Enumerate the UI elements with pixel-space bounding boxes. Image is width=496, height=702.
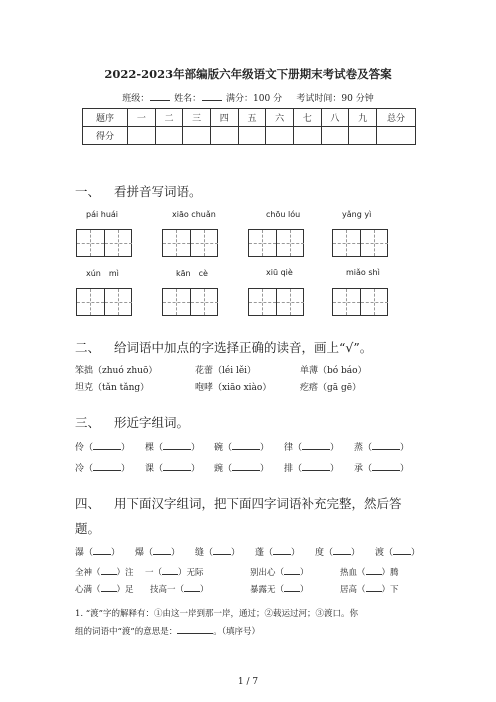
writing-grid[interactable] xyxy=(162,288,218,316)
section-title: 看拼音写词语。 xyxy=(114,184,202,199)
score-header-cell: 三 xyxy=(183,109,211,127)
class-blank[interactable] xyxy=(150,92,170,101)
compose-item: 蓬（ ） xyxy=(255,548,301,558)
idiom-item: 暴露无（ ） xyxy=(250,585,309,595)
answer-blank[interactable] xyxy=(177,625,213,634)
idiom-item: 心满（ ）足 xyxy=(75,585,134,595)
answer-blank[interactable] xyxy=(213,546,231,555)
score-header-cell: 二 xyxy=(155,109,183,127)
score-cell[interactable] xyxy=(377,127,416,145)
idiom-item: 一（ ）无际 xyxy=(145,568,204,578)
idiom-item: 技高一（ ） xyxy=(150,585,209,595)
answer-blank[interactable] xyxy=(153,546,171,555)
answer-blank[interactable] xyxy=(184,583,200,592)
idiom-item: 全神（ ）注 xyxy=(75,568,134,578)
score-header-cell: 一 xyxy=(128,109,156,127)
score-cell[interactable] xyxy=(155,127,183,145)
answer-blank[interactable] xyxy=(93,462,121,471)
pinyin: xiū qiè xyxy=(266,268,293,277)
section-4-heading xyxy=(75,494,402,512)
score-header-cell: 四 xyxy=(210,109,238,127)
exam-info xyxy=(0,91,496,104)
score-cell[interactable] xyxy=(266,127,294,145)
writing-grid[interactable] xyxy=(248,229,304,257)
score-header-cell: 题序 xyxy=(83,109,128,127)
section-2-heading xyxy=(75,338,372,356)
answer-blank[interactable] xyxy=(273,546,291,555)
answer-blank[interactable] xyxy=(93,441,121,450)
section-1-heading xyxy=(75,182,202,200)
reading-option[interactable]: 疙瘩（gā gē） xyxy=(300,383,362,393)
pinyin: xún mì xyxy=(86,269,119,278)
reading-option[interactable]: 单薄（bó báo） xyxy=(300,366,367,376)
pinyin: xiāo chuǎn xyxy=(172,210,216,219)
answer-blank[interactable] xyxy=(163,441,191,450)
score-table xyxy=(82,108,416,145)
writing-grid[interactable] xyxy=(76,229,132,257)
question-1-answer: 组的词语中“渡”的意思是： 。（填序号） xyxy=(75,627,260,637)
answer-blank[interactable] xyxy=(284,566,300,575)
answer-blank[interactable] xyxy=(393,546,411,555)
reading-option[interactable]: 坦克（tǎn tǎng） xyxy=(75,383,150,393)
score-header-cell: 七 xyxy=(293,109,321,127)
section-4-heading-cont: 题。 xyxy=(75,521,101,536)
class-label: 班级： xyxy=(122,94,150,104)
score-cell[interactable] xyxy=(293,127,321,145)
score-cell[interactable] xyxy=(210,127,238,145)
compose-item: 瀑（ ） xyxy=(75,548,121,558)
pinyin: miǎo shì xyxy=(346,268,380,277)
score-cell[interactable] xyxy=(238,127,266,145)
answer-blank[interactable] xyxy=(372,462,400,471)
answer-blank[interactable] xyxy=(302,441,330,450)
answer-blank[interactable] xyxy=(333,546,351,555)
writing-grid[interactable] xyxy=(162,229,218,257)
reading-option[interactable]: 笨拙（zhuó zhuō） xyxy=(75,366,158,376)
writing-grid[interactable] xyxy=(76,288,132,316)
score-row xyxy=(83,127,416,145)
writing-grid[interactable] xyxy=(332,288,388,316)
idiom-item: 别出心（ ） xyxy=(250,568,309,578)
writing-grid[interactable] xyxy=(248,288,304,316)
similar-item: 伶（ ） xyxy=(75,443,131,453)
compose-item: 度（ ） xyxy=(315,548,361,558)
score-header-cell: 总分 xyxy=(377,109,416,127)
score-cell[interactable] xyxy=(321,127,349,145)
section-number: 二、 xyxy=(75,340,101,355)
score-header-cell: 八 xyxy=(321,109,349,127)
score-header-cell: 六 xyxy=(266,109,294,127)
pinyin: yǎng yì xyxy=(342,210,372,219)
idiom-item: 热血（ ）腾 xyxy=(340,568,399,578)
similar-item: 豌（ ） xyxy=(214,464,270,474)
similar-item: 排（ ） xyxy=(284,464,340,474)
similar-item: 承（ ） xyxy=(354,464,410,474)
score-cell[interactable] xyxy=(349,127,377,145)
section-number: 四、 xyxy=(75,496,101,511)
similar-item: 碗（ ） xyxy=(214,443,270,453)
pinyin: chōu lóu xyxy=(266,210,301,219)
score-header-cell: 九 xyxy=(349,109,377,127)
answer-blank[interactable] xyxy=(284,583,300,592)
answer-blank[interactable] xyxy=(302,462,330,471)
answer-blank[interactable] xyxy=(101,566,117,575)
page-number: 1 / 7 xyxy=(237,677,259,687)
exam-time: 考试时间：90 分钟 xyxy=(296,94,374,104)
section-number: 三、 xyxy=(75,415,101,430)
name-blank[interactable] xyxy=(202,92,222,101)
name-label: 姓名： xyxy=(174,94,202,104)
page-title: 2022-2023年部编版六年级语文下册期末考试卷及答案 xyxy=(104,67,392,81)
similar-item: 冷（ ） xyxy=(75,464,131,474)
writing-grid[interactable] xyxy=(332,229,388,257)
answer-blank[interactable] xyxy=(93,546,111,555)
similar-item: 课（ ） xyxy=(145,464,201,474)
similar-item: 棵（ ） xyxy=(145,443,201,453)
reading-option[interactable]: 咆哮（xiāo xiào） xyxy=(195,383,272,393)
reading-option[interactable]: 花蕾（léi lěi） xyxy=(195,366,257,376)
similar-item: 蒸（ ） xyxy=(354,443,410,453)
section-number: 一、 xyxy=(75,184,101,199)
answer-blank[interactable] xyxy=(163,462,191,471)
score-cell[interactable] xyxy=(183,127,211,145)
score-header-cell: 五 xyxy=(238,109,266,127)
full-score: 满分：100 分 xyxy=(226,94,283,104)
section-3-heading xyxy=(75,413,189,431)
compose-item: 渡（ ） xyxy=(375,548,421,558)
similar-item: 律（ ） xyxy=(284,443,340,453)
idiom-item: 居高（ ）下 xyxy=(340,585,399,595)
answer-blank[interactable] xyxy=(366,566,382,575)
answer-blank[interactable] xyxy=(101,583,117,592)
section-title: 给词语中加点的字选择正确的读音，画上“√”。 xyxy=(114,340,373,355)
score-cell[interactable] xyxy=(128,127,156,145)
answer-blank[interactable] xyxy=(232,441,260,450)
compose-item: 缝（ ） xyxy=(195,548,241,558)
section-title: 用下面汉字组词，把下面四字词语补充完整，然后答 xyxy=(114,496,402,511)
compose-item: 爆（ ） xyxy=(135,548,181,558)
pinyin: kān cè xyxy=(176,269,208,278)
score-header-row xyxy=(83,109,416,127)
question-1-text: 1. “渡”字的解释有：①由这一岸到那一岸，通过；②载运过河；③渡口。你 xyxy=(75,609,359,619)
pinyin: pái huái xyxy=(86,210,119,219)
answer-blank[interactable] xyxy=(366,583,382,592)
answer-blank[interactable] xyxy=(162,566,178,575)
answer-blank[interactable] xyxy=(232,462,260,471)
answer-blank[interactable] xyxy=(372,441,400,450)
section-title: 形近字组词。 xyxy=(114,415,190,430)
score-row-label: 得分 xyxy=(83,127,128,145)
